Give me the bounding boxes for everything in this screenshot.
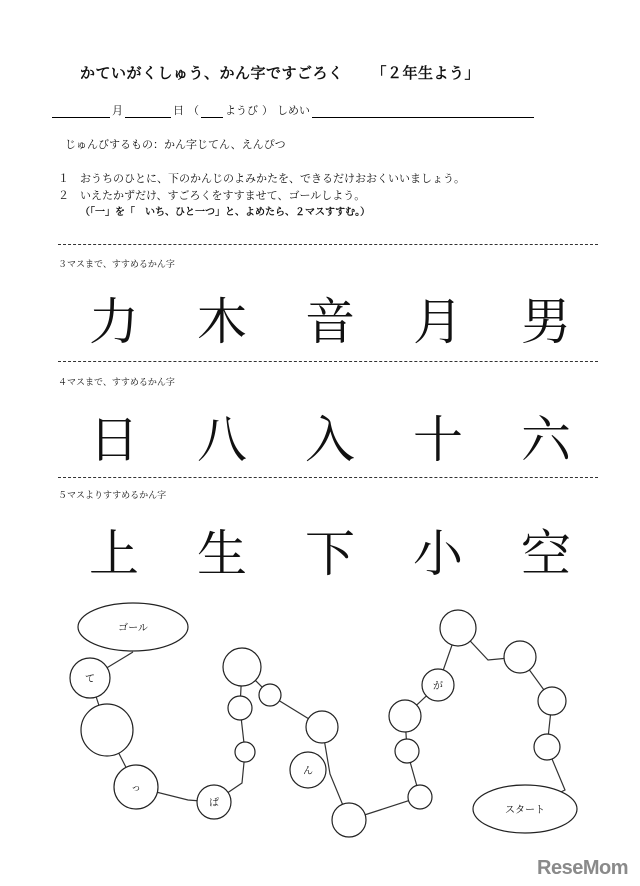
cell-label: が bbox=[433, 681, 443, 692]
title-main: かていがくしゅう、かん字ですごろく bbox=[80, 64, 344, 82]
kanji-row bbox=[60, 524, 600, 584]
weekday-blank[interactable] bbox=[201, 103, 223, 118]
board-cell bbox=[395, 739, 419, 763]
kanji-character: 上 bbox=[89, 525, 139, 583]
board-cell bbox=[534, 734, 560, 760]
goal-label: ゴール bbox=[118, 623, 148, 634]
board-cell bbox=[389, 700, 421, 732]
kanji-character: 日 bbox=[89, 411, 139, 469]
board-cell bbox=[538, 687, 566, 715]
day-label: 日 bbox=[173, 104, 184, 117]
cell-label: ん bbox=[303, 766, 313, 777]
kanji-character: 男 bbox=[521, 293, 571, 351]
kanji-character: 入 bbox=[305, 411, 355, 469]
instructions bbox=[58, 170, 465, 221]
day-blank[interactable] bbox=[125, 103, 171, 118]
cell-label: て bbox=[85, 674, 95, 685]
board-cell bbox=[228, 696, 252, 720]
board-cell bbox=[504, 641, 536, 673]
month-label: 月 bbox=[112, 104, 123, 117]
kanji-character: 音 bbox=[305, 293, 355, 351]
kanji-row bbox=[60, 292, 600, 352]
section-label: ３マスまで、すすめるかん字 bbox=[58, 260, 175, 270]
board-cell bbox=[81, 704, 133, 756]
kanji-character: 八 bbox=[197, 411, 247, 469]
kanji-row bbox=[60, 410, 600, 470]
instruction-number: １ bbox=[58, 172, 69, 185]
title-grade: 「２年生よう」 bbox=[371, 64, 481, 82]
board-cell bbox=[259, 684, 281, 706]
month-blank[interactable] bbox=[52, 103, 110, 118]
instruction-text: いえたかずだけ、すごろくをすすませて、ゴールしよう。 bbox=[80, 189, 366, 202]
kanji-character: 十 bbox=[413, 411, 463, 469]
board-cell bbox=[223, 648, 261, 686]
kanji-character: 生 bbox=[197, 525, 247, 583]
kanji-character: 下 bbox=[305, 525, 355, 583]
weekday-close: ） bbox=[262, 104, 273, 117]
kanji-character: 木 bbox=[197, 293, 247, 351]
weekday-label: ようび bbox=[225, 104, 258, 117]
weekday-open: （ bbox=[188, 104, 199, 117]
dashed-divider bbox=[58, 244, 598, 245]
section-label: ４マスまで、すすめるかん字 bbox=[58, 378, 175, 388]
instruction-item bbox=[58, 187, 465, 204]
kanji-character: 力 bbox=[89, 293, 139, 351]
start-label: スタート bbox=[505, 805, 545, 816]
dashed-divider bbox=[58, 361, 598, 362]
name-label: しめい bbox=[277, 104, 310, 117]
instruction-text: おうちのひとに、下のかんじのよみかたを、できるだけおおくいいましょう。 bbox=[80, 172, 465, 185]
kanji-character: 月 bbox=[413, 293, 463, 351]
dashed-divider bbox=[58, 477, 598, 478]
watermark-logo: ReseMom bbox=[537, 857, 628, 879]
materials-text: じゅんびするもの：かん字じてん、えんぴつ bbox=[65, 138, 286, 151]
instruction-example: （「一」を「 いち、ひと一つ」と、よめたら、２マスすすむ。） bbox=[80, 207, 371, 218]
cell-label: っ bbox=[131, 783, 141, 794]
board-cell bbox=[408, 785, 432, 809]
board-cell bbox=[440, 610, 476, 646]
section-label: ５マスよりすすめるかん字 bbox=[58, 491, 167, 501]
page-title bbox=[80, 62, 480, 83]
sugoroku-board bbox=[0, 590, 640, 850]
kanji-character: 空 bbox=[521, 525, 571, 583]
board-cell bbox=[332, 803, 366, 837]
board-cells bbox=[70, 603, 577, 837]
kanji-character: 小 bbox=[413, 525, 463, 583]
instruction-number: ２ bbox=[58, 189, 69, 202]
name-date-line bbox=[52, 98, 534, 118]
name-blank[interactable] bbox=[312, 103, 534, 118]
board-cell bbox=[306, 711, 338, 743]
board-cell bbox=[235, 742, 255, 762]
instruction-item bbox=[58, 170, 465, 187]
kanji-character: 六 bbox=[521, 411, 571, 469]
cell-label: ぱ bbox=[209, 798, 219, 809]
